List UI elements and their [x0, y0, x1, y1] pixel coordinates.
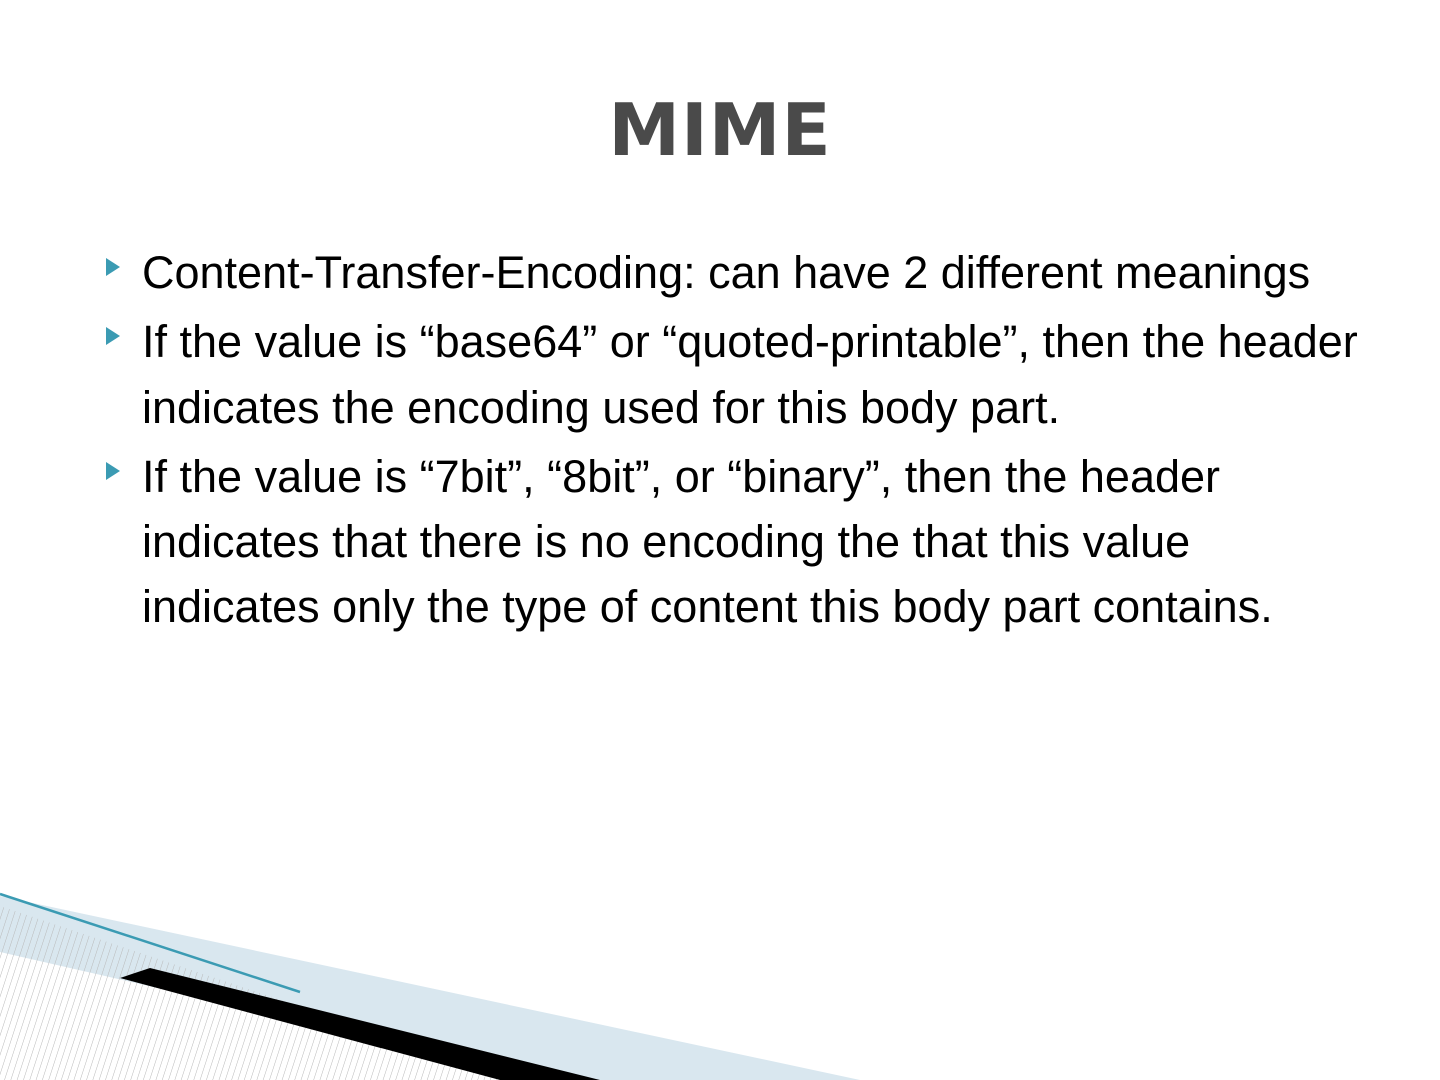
page-title: MIME [608, 88, 832, 172]
list-item-text: If the value is “base64” or “quoted-printable”, then the header indicates the encoding used for this body part. [142, 316, 1358, 433]
list-item [100, 309, 1370, 440]
deco-band-light [0, 896, 860, 1080]
list-item [100, 444, 1370, 640]
deco-black-wedge [120, 968, 600, 1080]
list-item-text: If the value is “7bit”, “8bit”, or “binary”, then the header indicates that there is no encoding the that this value indicates only the type of content this body part contains. [142, 450, 1273, 633]
bullet-triangle-icon [106, 462, 120, 480]
corner-decoration-graphic [0, 860, 860, 1080]
bullet-triangle-icon [106, 258, 120, 276]
bullet-list [100, 240, 1370, 640]
list-item [100, 240, 1370, 305]
deco-hatched-triangle [0, 906, 520, 1080]
list-item-text: Content-Transfer-Encoding: can have 2 different meanings [142, 247, 1311, 298]
slide-body [100, 240, 1370, 644]
deco-teal-line [0, 894, 300, 992]
bullet-triangle-icon [106, 327, 120, 345]
